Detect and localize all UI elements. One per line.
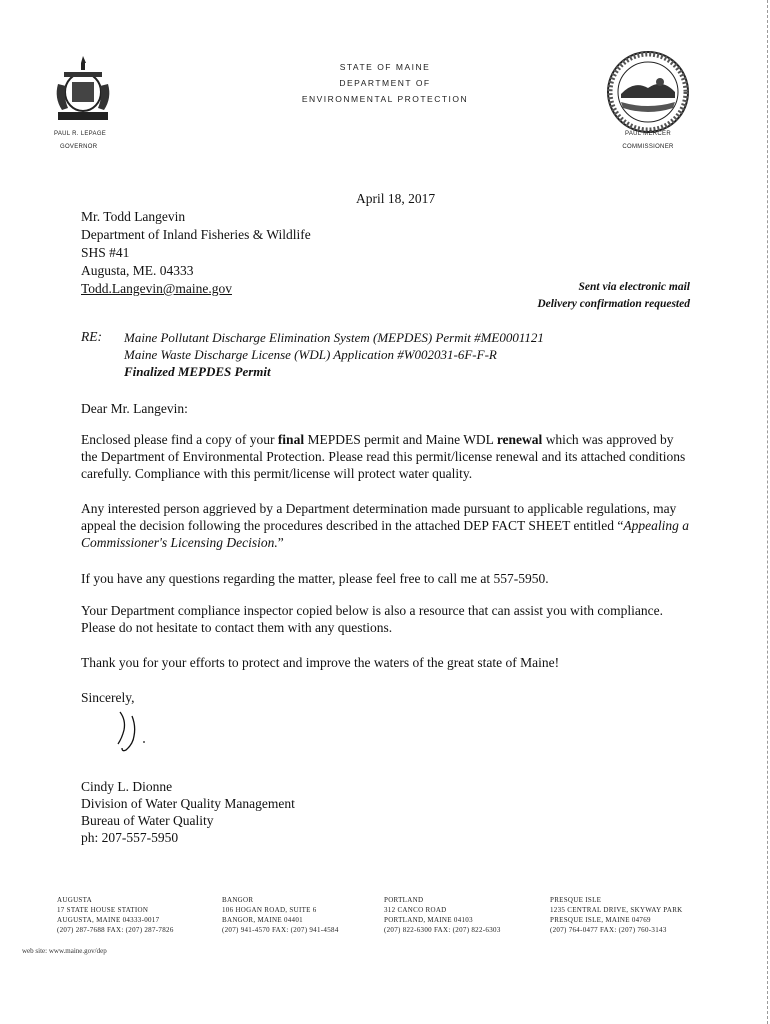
p2-text-a: Any interested person aggrieved by a Department determination made pursuant to applicable regulations, may appeal the decision following the procedures described in the attached DEP FACT SHEET entitled “ bbox=[81, 501, 677, 533]
footer-office-augusta bbox=[57, 895, 217, 935]
footer-phone: (207) 287-7688 FAX: (207) 287-7826 bbox=[57, 926, 174, 934]
dep-seal-icon bbox=[606, 50, 690, 134]
footer-street: 106 HOGAN ROAD, SUITE 6 bbox=[222, 906, 317, 914]
re-subject bbox=[124, 329, 544, 380]
footer-city: BANGOR bbox=[222, 896, 254, 904]
signer-name: Cindy L. Dionne bbox=[81, 779, 173, 794]
state-seal-icon bbox=[50, 54, 116, 124]
delivery-line1: Sent via electronic mail bbox=[578, 281, 690, 293]
footer-office-portland bbox=[384, 895, 544, 935]
letter-date: April 18, 2017 bbox=[356, 191, 436, 206]
signer-phone: ph: 207-557-5950 bbox=[81, 830, 179, 845]
footer-street: 312 CANCO ROAD bbox=[384, 906, 447, 914]
recipient-organization: Department of Inland Fisheries & Wildlife bbox=[81, 227, 311, 242]
page-edge-dashed-line bbox=[766, 0, 768, 1024]
commissioner-block bbox=[608, 128, 688, 154]
recipient-address-line2: Augusta, ME. 04333 bbox=[81, 263, 194, 278]
paragraph-thanks: Thank you for your efforts to protect and improve the waters of the great state of Maine! bbox=[81, 655, 560, 670]
signature-block bbox=[81, 778, 295, 846]
handwritten-signature bbox=[108, 708, 168, 758]
footer-website: web site: www.maine.gov/dep bbox=[22, 947, 107, 955]
footer-office-bangor bbox=[222, 895, 382, 935]
recipient-name: Mr. Todd Langevin bbox=[81, 209, 186, 224]
commissioner-name: PAUL MERCER bbox=[625, 131, 671, 137]
footer-city: AUGUSTA bbox=[57, 896, 92, 904]
recipient-email: Todd.Langevin@maine.gov bbox=[81, 281, 232, 296]
p1-text-c: MEPDES permit and Maine WDL bbox=[304, 432, 497, 447]
footer-street: 17 STATE HOUSE STATION bbox=[57, 906, 149, 914]
footer-citystate: AUGUSTA, MAINE 04333-0017 bbox=[57, 916, 160, 924]
salutation: Dear Mr. Langevin: bbox=[81, 401, 188, 416]
agency-name bbox=[250, 59, 520, 107]
re-line3: Finalized MEPDES Permit bbox=[124, 364, 271, 379]
p1-text-a: Enclosed please find a copy of your bbox=[81, 432, 278, 447]
agency-line-state: STATE OF MAINE bbox=[339, 62, 431, 72]
agency-line-department: DEPARTMENT OF bbox=[339, 78, 431, 88]
recipient-address-line1: SHS #41 bbox=[81, 245, 130, 260]
footer-citystate: BANGOR, MAINE 04401 bbox=[222, 916, 303, 924]
paragraph-enclosed bbox=[81, 431, 691, 482]
closing: Sincerely, bbox=[81, 690, 135, 705]
signer-division: Division of Water Quality Management bbox=[81, 796, 295, 811]
p1-final: final bbox=[277, 432, 305, 447]
paragraph-questions: If you have any questions regarding the matter, please feel free to call me at 557-5950. bbox=[81, 571, 549, 586]
recipient-address bbox=[81, 208, 311, 298]
footer-street: 1235 CENTRAL DRIVE, SKYWAY PARK bbox=[550, 906, 683, 914]
footer-office-presque-isle bbox=[550, 895, 735, 935]
p1-text-e: which was approved by the Department of Environmental Protection. Please read this permit/license renewal and its attached conditions carefully. Compliance with this permit/license will protect water quality. bbox=[81, 432, 686, 481]
footer-citystate: PORTLAND, MAINE 04103 bbox=[384, 916, 473, 924]
signer-bureau: Bureau of Water Quality bbox=[81, 813, 214, 828]
delivery-line2: Delivery confirmation requested bbox=[537, 298, 690, 310]
p2-fact-sheet-title: Appealing a Commissioner's Licensing Decision. bbox=[81, 518, 689, 550]
footer-city: PORTLAND bbox=[384, 896, 424, 904]
footer-phone: (207) 764-0477 FAX: (207) 760-3143 bbox=[550, 926, 667, 934]
commissioner-title: COMMISSIONER bbox=[622, 144, 674, 150]
agency-line-environmental: ENVIRONMENTAL PROTECTION bbox=[301, 94, 469, 104]
paragraph-inspector: Your Department compliance inspector copied below is also a resource that can assist you with compliance. Please do not hesitate to contact them with any questions. bbox=[81, 603, 663, 635]
footer-citystate: PRESQUE ISLE, MAINE 04769 bbox=[550, 916, 651, 924]
footer-phone: (207) 941-4570 FAX: (207) 941-4584 bbox=[222, 926, 339, 934]
delivery-note bbox=[450, 279, 690, 313]
re-label: RE: bbox=[81, 329, 102, 344]
footer-city: PRESQUE ISLE bbox=[550, 896, 602, 904]
re-line2: Maine Waste Discharge License (WDL) Application #W002031-6F-F-R bbox=[124, 347, 497, 362]
footer-phone: (207) 822-6300 FAX: (207) 822-6303 bbox=[384, 926, 501, 934]
governor-name: PAUL R. LEPAGE bbox=[54, 131, 107, 137]
p1-renewal: renewal bbox=[496, 432, 543, 447]
paragraph-appeal bbox=[81, 500, 691, 551]
governor-title: GOVERNOR bbox=[60, 144, 98, 150]
p2-text-c: ” bbox=[277, 535, 284, 550]
governor-block bbox=[54, 128, 154, 154]
re-line1: Maine Pollutant Discharge Elimination System (MEPDES) Permit #ME0001121 bbox=[124, 330, 544, 345]
